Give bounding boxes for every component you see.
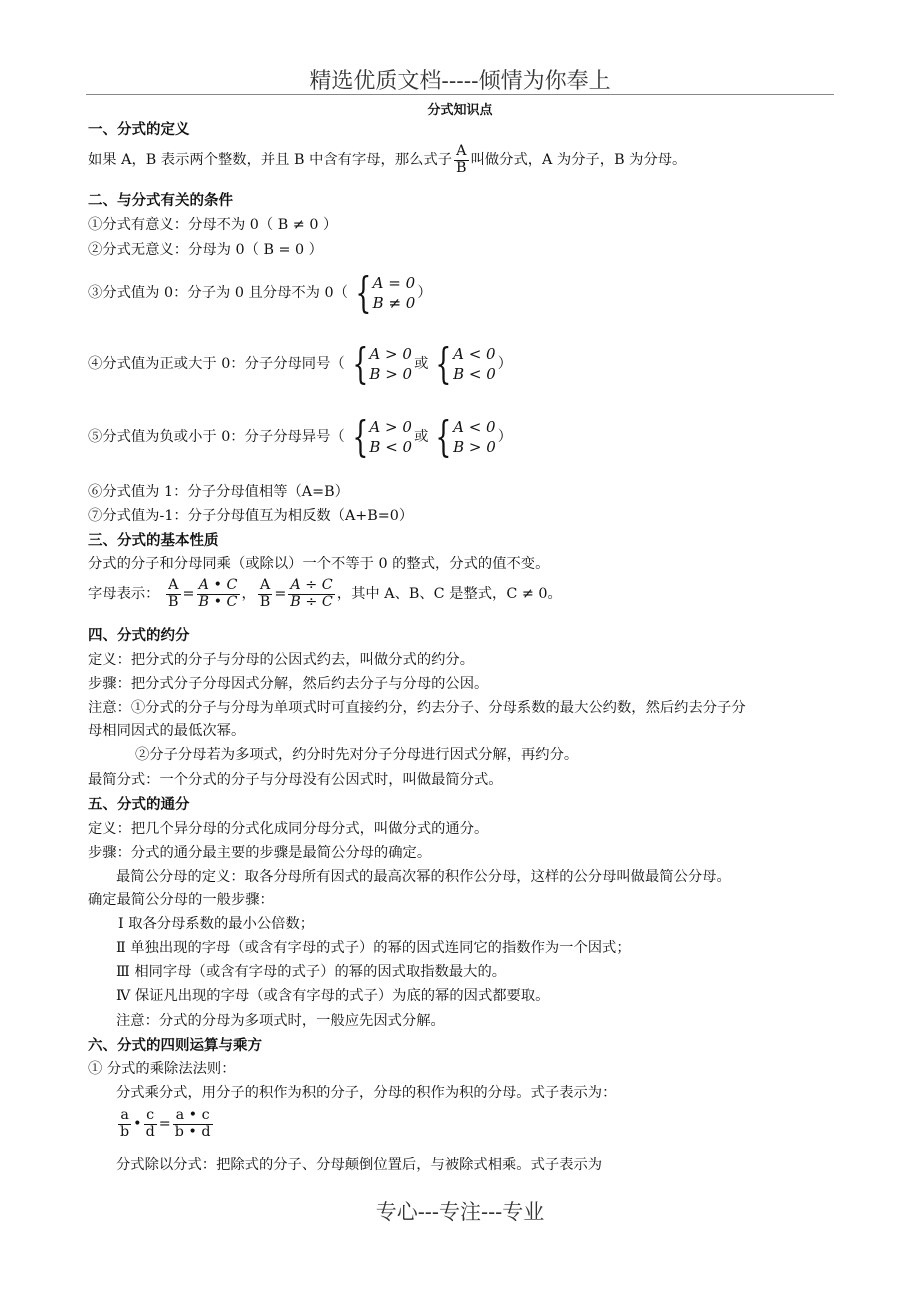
section-4-line: 定义：把分式的分子与分母的公因式约去，叫做分式的约分。	[88, 652, 475, 668]
numerator: A	[258, 578, 273, 595]
system-line: A < 0	[453, 417, 496, 436]
section-5-line: 步骤：分式的通分最主要的步骤是最简公分母的确定。	[88, 845, 432, 861]
page-footer: 专心---专注---专业	[375, 1200, 545, 1224]
equation-system: { A > 0 B > 0	[352, 339, 413, 388]
condition-2: ②分式无意义：分母为 0（ B = 0 ）	[88, 242, 323, 258]
section-2-title: 二、与分式有关的条件	[88, 192, 233, 209]
system-line: B < 0	[369, 438, 413, 456]
section-5-note: 注意：分式的分母为多项式时，一般应先因式分解。	[116, 1013, 445, 1029]
denominator: B • C	[198, 593, 238, 610]
page-header: 精选优质文档-----倾情为你奉上	[309, 69, 611, 94]
denominator: d	[145, 1123, 155, 1140]
condition-5	[88, 412, 513, 461]
numerator: A	[454, 144, 469, 161]
denominator: b • d	[174, 1123, 211, 1140]
or-word: 或	[414, 356, 429, 372]
denominator: b	[120, 1123, 130, 1140]
fraction-a-over-b	[454, 144, 469, 176]
system-line: A > 0	[369, 344, 412, 363]
numerator: A ÷ C	[288, 578, 335, 595]
header-rule	[86, 94, 834, 95]
numerator: a	[118, 1108, 131, 1125]
fraction	[173, 1108, 213, 1140]
section-4-line: 步骤：把分式分子分母因式分解，然后约去分子与分母的公因。	[88, 676, 489, 692]
condition-1: ①分式有意义：分母不为 0（ B ≠ 0 ）	[88, 217, 338, 233]
or-word: 或	[414, 429, 429, 445]
numerator: c	[144, 1108, 157, 1125]
section-5-line: 确定最简公分母的一般步骤：	[88, 892, 274, 908]
paren-close: ）	[497, 429, 513, 445]
fraction	[166, 578, 181, 610]
condition-7: ⑦分式值为-1：分子分母值互为相反数（A+B=0）	[88, 508, 414, 524]
comma: ，	[241, 586, 256, 603]
dot-operator: •	[133, 1116, 142, 1133]
def-pre: 如果 A，B 表示两个整数，并且 B 中含有字母，那么式子	[88, 152, 453, 169]
equation-system: { A > 0 B < 0	[352, 412, 413, 461]
def-post: 叫做分式，A 为分子，B 为分母。	[470, 152, 687, 169]
fraction	[197, 578, 240, 610]
section-1-definition	[88, 144, 686, 176]
section-4-line: 母相同因式的最低次幂。	[88, 723, 246, 739]
system-line: A < 0	[453, 344, 496, 363]
section-5-line: 最简公分母的定义：取各分母所有因式的最高次幂的积作公分母，这样的公分母叫做最简公分母。	[116, 869, 731, 885]
section-3-formula	[88, 578, 562, 610]
section-4-line: ②分子分母若为多项式，约分时先对分子分母进行因式分解，再约分。	[135, 747, 579, 763]
fraction	[258, 578, 273, 610]
condition-5-text: ⑤分式值为负或小于 0：分子分母异号（	[88, 429, 345, 445]
section-3-title: 三、分式的基本性质	[88, 532, 219, 549]
denominator: B	[168, 593, 179, 610]
section-6-rule: 分式除以分式：把除式的分子、分母颠倒位置后，与被除式相乘。式子表示为	[116, 1157, 603, 1173]
section-4-line: 最简分式：一个分式的分子与分母没有公因式时，叫做最简分式。	[88, 772, 503, 788]
section-4-line: 注意：①分式的分子与分母为单项式时可直接约分，约去分子、分母系数的最大公约数，然后约去分子分	[88, 700, 746, 716]
system-line: B > 0	[453, 438, 496, 456]
denominator: B	[456, 159, 467, 176]
equation-system: { A < 0 B > 0	[435, 412, 496, 461]
formula-tail: ，其中 A、B、C 是整式，C ≠ 0。	[336, 586, 562, 603]
condition-3-text: ③分式值为 0：分子为 0 且分母不为 0（	[88, 285, 348, 301]
document-page	[88, 0, 832, 1302]
condition-4	[88, 339, 513, 388]
numerator: A • C	[197, 578, 240, 595]
equation-system: { A = 0 B ≠ 0	[355, 268, 416, 317]
system-line: A > 0	[369, 417, 412, 436]
equation-system: { A < 0 B < 0	[435, 339, 496, 388]
step-item: Ⅰ 取各分母系数的最小公倍数；	[118, 916, 315, 932]
fraction	[288, 578, 335, 610]
multiplication-formula	[116, 1108, 215, 1140]
system-line: B < 0	[453, 365, 496, 383]
equals-sign: =	[182, 586, 195, 603]
document-title: 分式知识点	[427, 103, 493, 118]
step-item: Ⅱ 单独出现的字母（或含有字母的式子）的幂的因式连同它的指数作为一个因式；	[116, 940, 631, 956]
system-line: A = 0	[372, 273, 416, 292]
fraction	[144, 1108, 157, 1140]
numerator: a • c	[173, 1108, 213, 1125]
step-item: Ⅳ 保证凡出现的字母（或含有字母的式子）为底的幂的因式都要取。	[116, 988, 550, 1004]
section-6-rule: 分式乘分式，用分子的积作为积的分子，分母的积作为积的分母。式子表示为：	[116, 1085, 617, 1101]
paren-close: ）	[497, 356, 513, 372]
system-line: B ≠ 0	[372, 294, 416, 312]
formula-label: 字母表示：	[88, 586, 160, 603]
step-item: Ⅲ 相同字母（或含有字母的式子）的幂的因式取指数最大的。	[116, 964, 507, 980]
paren-close: ）	[417, 285, 432, 301]
equals-sign: =	[158, 1116, 171, 1133]
section-1-title: 一、分式的定义	[88, 121, 190, 138]
condition-6: ⑥分式值为 1：分子分母值相等（A=B）	[88, 484, 349, 500]
section-5-title: 五、分式的通分	[88, 796, 190, 813]
denominator: B ÷ C	[290, 593, 333, 610]
system-line: B > 0	[369, 365, 413, 383]
fraction	[118, 1108, 131, 1140]
condition-3	[88, 268, 432, 317]
condition-4-text: ④分式值为正或大于 0：分子分母同号（	[88, 356, 345, 372]
section-6-title: 六、分式的四则运算与乘方	[88, 1037, 262, 1054]
section-6-rule: ① 分式的乘除法法则：	[88, 1061, 236, 1077]
numerator: A	[166, 578, 181, 595]
denominator: B	[259, 593, 271, 610]
section-4-title: 四、分式的约分	[88, 627, 190, 644]
section-5-line: 定义：把几个异分母的分式化成同分母分式，叫做分式的通分。	[88, 821, 489, 837]
equals-sign: =	[274, 586, 287, 603]
section-3-text: 分式的分子和分母同乘（或除以）一个不等于 0 的整式，分式的值不变。	[88, 556, 550, 572]
